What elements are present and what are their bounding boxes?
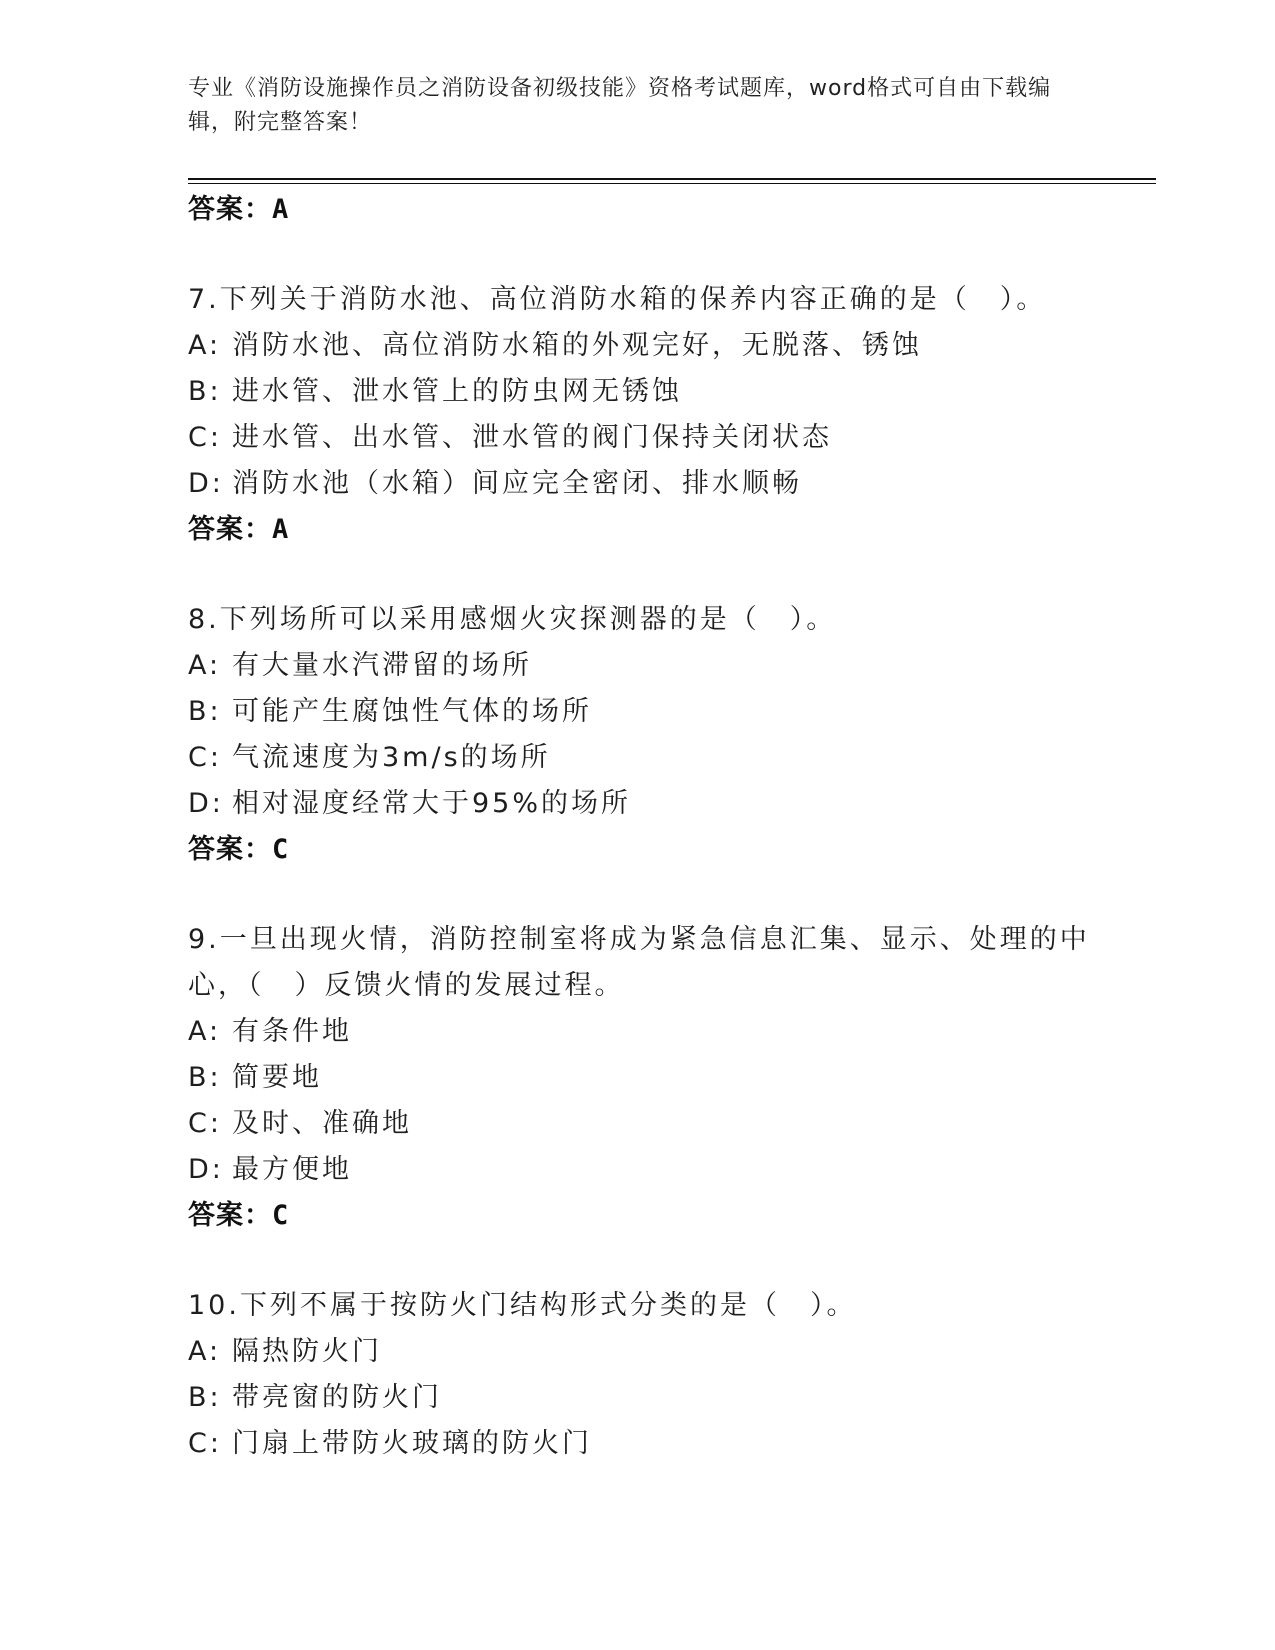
- option-text: 门扇上带防火玻璃的防火门: [232, 1428, 592, 1459]
- question-9: [188, 917, 1108, 1239]
- option-key: B:: [188, 376, 222, 407]
- question-10: [188, 1283, 1108, 1467]
- option-key: B:: [188, 1062, 222, 1093]
- option-d: [188, 781, 1108, 827]
- option-text: 及时、准确地: [232, 1108, 412, 1139]
- option-key: A:: [188, 650, 222, 681]
- option-b: [188, 1375, 1108, 1421]
- question-8: [188, 597, 1108, 873]
- option-text: 最方便地: [232, 1154, 352, 1185]
- question-content: [188, 187, 1108, 1467]
- question-stem: 7.下列关于消防水池、高位消防水箱的保养内容正确的是（ ）。: [188, 284, 1047, 315]
- option-key: A:: [188, 330, 222, 361]
- option-b: [188, 1055, 1108, 1101]
- option-text: 隔热防火门: [232, 1336, 382, 1367]
- option-key: A:: [188, 1336, 222, 1367]
- option-text: 有大量水汽滞留的场所: [232, 650, 532, 681]
- option-key: C:: [188, 422, 222, 453]
- option-text: 进水管、出水管、泄水管的阀门保持关闭状态: [232, 422, 832, 453]
- header-rule-thick: [188, 178, 1156, 180]
- question-stem-line-1: 9.一旦出现火情，消防控制室将成为紧急信息汇集、显示、处理的中: [188, 924, 1090, 955]
- document-header: 专业《消防设施操作员之消防设备初级技能》资格考试题库，word格式可自由下载编辑，附完整答案！: [188, 76, 1052, 135]
- option-text: 消防水池（水箱）间应完全密闭、排水顺畅: [232, 468, 802, 499]
- option-text: 消防水池、高位消防水箱的外观完好，无脱落、锈蚀: [232, 330, 922, 361]
- answer: 答案：C: [188, 834, 290, 865]
- option-key: B:: [188, 1382, 222, 1413]
- option-key: A:: [188, 1016, 222, 1047]
- option-c: [188, 415, 1108, 461]
- option-text: 简要地: [232, 1062, 322, 1093]
- option-b: [188, 689, 1108, 735]
- option-text: 相对湿度经常大于95%的场所: [232, 788, 632, 819]
- option-b: [188, 369, 1108, 415]
- option-key: C:: [188, 1428, 222, 1459]
- header-rule-thin: [188, 183, 1156, 184]
- option-a: [188, 323, 1108, 369]
- option-d: [188, 1147, 1108, 1193]
- option-c: [188, 735, 1108, 781]
- answer: 答案：C: [188, 1200, 290, 1231]
- answer: 答案：A: [188, 514, 290, 545]
- option-a: [188, 643, 1108, 689]
- option-text: 可能产生腐蚀性气体的场所: [232, 696, 592, 727]
- option-key: C:: [188, 742, 222, 773]
- option-key: D:: [188, 788, 224, 819]
- option-key: D:: [188, 1154, 224, 1185]
- option-a: [188, 1009, 1108, 1055]
- option-d: [188, 461, 1108, 507]
- question-stem: 8.下列场所可以采用感烟火灾探测器的是（ ）。: [188, 604, 837, 635]
- option-text: 进水管、泄水管上的防虫网无锈蚀: [232, 376, 682, 407]
- option-key: D:: [188, 468, 224, 499]
- question-stem: 10.下列不属于按防火门结构形式分类的是（ ）。: [188, 1290, 857, 1321]
- option-c: [188, 1101, 1108, 1147]
- option-text: 气流速度为3m/s的场所: [232, 742, 551, 773]
- question-stem-line-2: 心，（ ）反馈火情的发展过程。: [188, 970, 625, 1001]
- prev-answer: 答案：A: [188, 194, 290, 225]
- question-7: [188, 277, 1108, 553]
- option-text: 有条件地: [232, 1016, 352, 1047]
- option-a: [188, 1329, 1108, 1375]
- option-text: 带亮窗的防火门: [232, 1382, 442, 1413]
- option-c: [188, 1421, 1108, 1467]
- option-key: C:: [188, 1108, 222, 1139]
- option-key: B:: [188, 696, 222, 727]
